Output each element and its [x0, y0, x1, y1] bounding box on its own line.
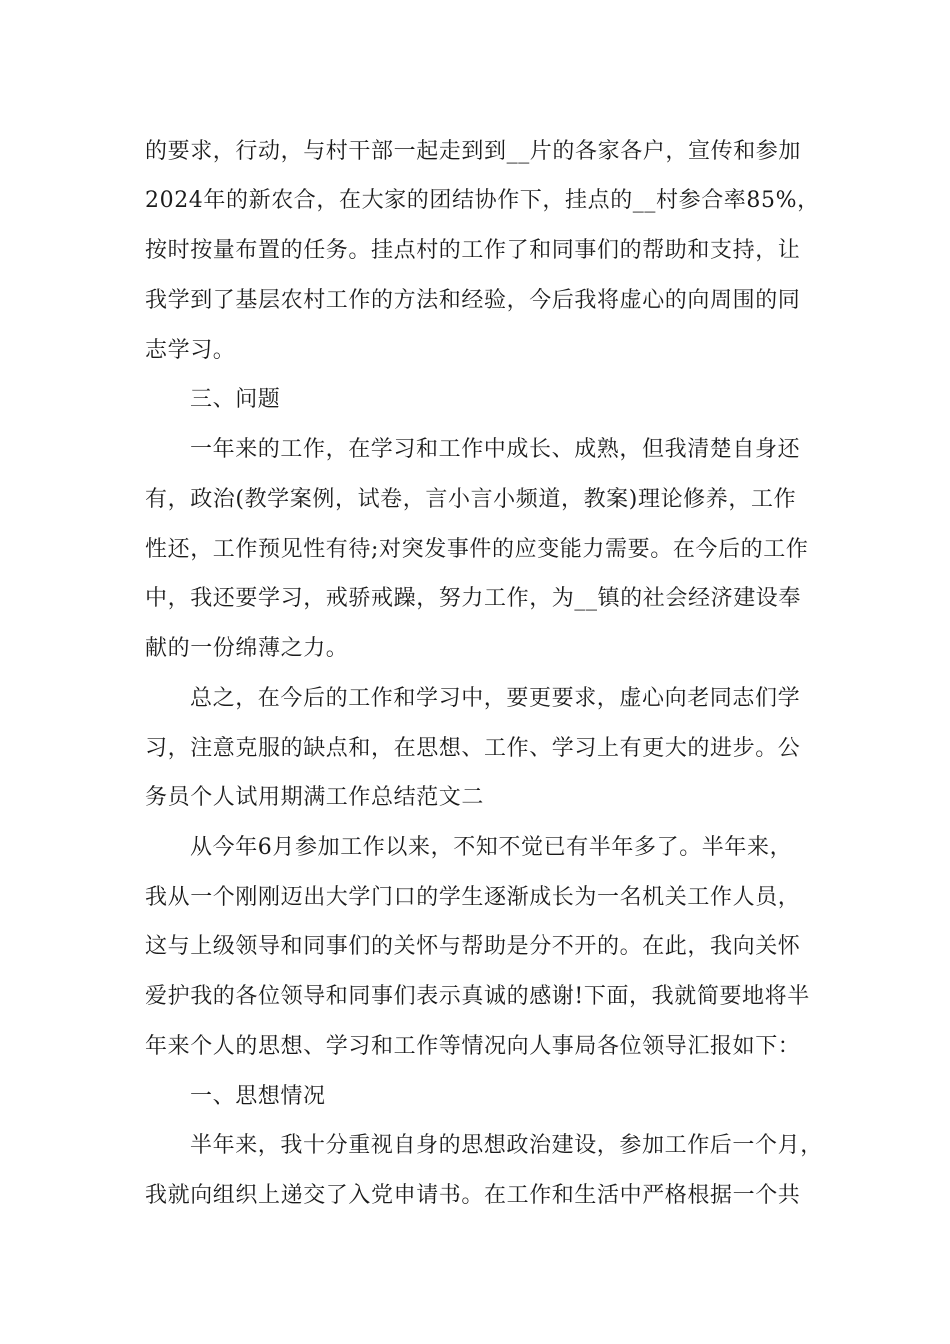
text-line: 年来个人的思想、学习和工作等情况向人事局各位领导汇报如下： [145, 1034, 801, 1059]
section-heading: 三、问题 [190, 387, 281, 412]
text-line: 从今年6月参加工作以来，不知不觉已有半年多了。半年来， [190, 835, 793, 860]
text-line: 总之，在今后的工作和学习中，要更要求，虚心向老同志们学 [190, 686, 801, 711]
text-line: 习，注意克服的缺点和，在思想、工作、学习上有更大的进步。公 [145, 736, 801, 761]
text-line: 一年来的工作，在学习和工作中成长、成熟，但我清楚自身还 [190, 437, 801, 462]
text-line: 中，我还要学习，戒骄戒躁，努力工作，为__镇的社会经济建设奉 [145, 586, 802, 611]
text-line: 的要求，行动，与村干部一起走到到__片的各家各户，宣传和参加 [145, 139, 802, 164]
text-line: 按时按量布置的任务。挂点村的工作了和同事们的帮助和支持，让 [145, 238, 801, 263]
text-line: 献的一份绵薄之力。 [145, 636, 349, 661]
text-line: 2024年的新农合，在大家的团结协作下，挂点的__村参合率85%， [145, 188, 820, 213]
text-line: 我从一个刚刚迈出大学门口的学生逐渐成长为一名机关工作人员， [145, 885, 801, 910]
text-line: 这与上级领导和同事们的关怀与帮助是分不开的。在此，我向关怀 [145, 934, 801, 959]
text-line: 爱护我的各位领导和同事们表示真诚的感谢!下面，我就简要地将半 [145, 984, 810, 1009]
text-line: 半年来，我十分重视自身的思想政治建设，参加工作后一个月， [190, 1133, 823, 1158]
text-line: 性还，工作预见性有待;对突发事件的应变能力需要。在今后的工作 [145, 537, 809, 562]
section-heading: 一、思想情况 [190, 1084, 326, 1109]
text-line: 我就向组织上递交了入党申请书。在工作和生活中严格根据一个共 [145, 1183, 801, 1208]
text-line: 有，政治(教学案例，试卷，言小言小频道，教案)理论修养，工作 [145, 487, 797, 512]
text-line: 务员个人试用期满工作总结范文二 [145, 785, 485, 810]
text-line: 我学到了基层农村工作的方法和经验，今后我将虚心的向周围的同 [145, 288, 801, 313]
text-line: 志学习。 [145, 338, 236, 363]
